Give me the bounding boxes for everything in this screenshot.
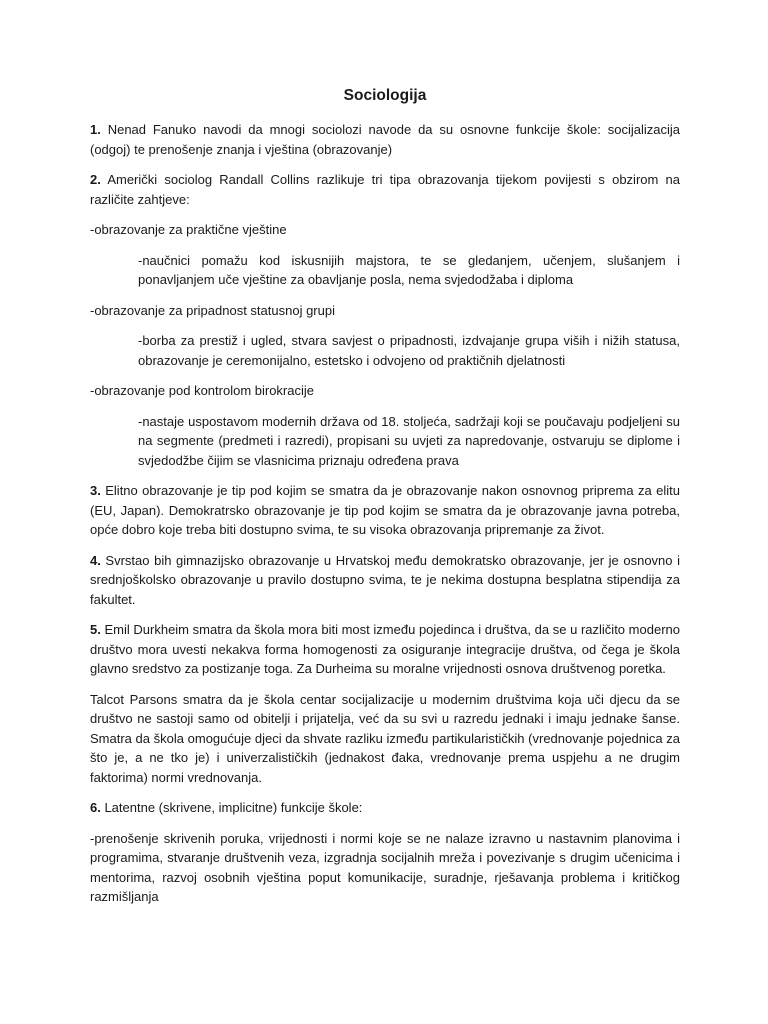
paragraph-text: Američki sociolog Randall Collins razlikuje tri tipa obrazovanja tijekom povijesti s obzirom na različite zahtjeve: [90, 172, 680, 207]
paragraph-5 [90, 620, 680, 679]
paragraph-text: Elitno obrazovanje je tip pod kojim se smatra da je obrazovanje nakon osnovnog priprema za elitu (EU, Japan). Demokratrsko obrazovanje je tip pod kojim se smatra da je obrazovanje javna potreba, opće dobro koje treba biti dostupno svima, te su visoka obrazovanja pripremanje za život. [90, 483, 680, 537]
paragraph-text: Latentne (skrivene, implicitne) funkcije škole: [100, 800, 363, 815]
paragraph-text: Nenad Fanuko navodi da mnogi sociolozi navode da su osnovne funkcije škole: socijalizacija (odgoj) te prenošenje znanja i vještina (obrazovanje) [90, 122, 680, 157]
paragraph-2 [90, 170, 680, 209]
paragraph-4 [90, 551, 680, 610]
item-number: 1. [90, 122, 101, 137]
paragraph-text: Svrstao bih gimnazijsko obrazovanje u Hrvatskoj među demokratsko obrazovanje, jer je osnovno i srednjoškolsko obrazovanje u pravilo dostupno svima, te je nekima dostupna besplatna stipendija za fakultet. [90, 552, 680, 607]
type-heading-practical: -obrazovanje za praktične vještine [90, 222, 287, 237]
type-description-status: -borba za prestiž i ugled, stvara savjest o pripadnosti, izdvajanje grupa viših i nižih statusa, obrazovanje je ceremonijalno, estetsko i odvojeno od praktičnih djelatnosti [138, 333, 680, 368]
paragraph-parsons: Talcot Parsons smatra da je škola centar socijalizacije u modernim društvima koja uči djecu da se društvo ne sastoji samo od obitelji i prijatelja, već da su svi u razredu jednaki i imaju jednake šanse. Smatra da škola omogućuje djeci da shvate razliku između partikularističkih (vrednovanje pojednica za što je, a ne tko je) i univerzalističkih (jednakost đaka, vrednovanje prema uspjehu a ne drugim faktorima) normi vrednovanja. [90, 691, 680, 785]
item-number: 4. [90, 552, 101, 568]
type-description-bureaucracy: -nastaje uspostavom modernih država od 18. stoljeća, sadržaji koji se poučavaju podjeljeni su na segmente (predmeti i razredi), propisani su uvjeti za napredovanje, ostvaruju se diplome i svjedodžbe čijim se vlasnicima priznaju određena prava [138, 413, 680, 468]
paragraph-3 [90, 481, 680, 540]
item-number: 2. [90, 172, 101, 187]
item-number: 3. [90, 483, 101, 498]
paragraph-1 [90, 120, 680, 159]
item-number: 6. [90, 800, 101, 815]
paragraph-text: Emil Durkheim smatra da škola mora biti most između pojedinca i društva, da se u različito moderno društvo mora uvesti nekakva forma homogenosti za osiguranje integracije društva, od čega je škola glavno sredstvo za postizanje toga. Za Durheima su moralne vrijednosti osnova društvenog poretka. [90, 622, 680, 676]
type-description-practical: -naučnici pomažu kod iskusnijih majstora, te se gledanjem, učenjem, slušanjem i ponavljanjem uče vještine za obavljanje posla, nema svjedodžaba i diploma [138, 252, 680, 287]
type-heading-bureaucracy: -obrazovanje pod kontrolom birokracije [90, 383, 315, 398]
item-number: 5. [90, 622, 101, 637]
type-heading-status: -obrazovanje za pripadnost statusnoj grupi [90, 302, 335, 318]
paragraph-6 [90, 798, 680, 818]
paragraph-latent-functions: -prenošenje skrivenih poruka, vrijednosti i normi koje se ne nalaze izravno u nastavnim planovima i programima, stvaranje društvenih veza, izgradnja socijalnih mreža i povezivanje s drugim učenicima i mentorima, razvoj osobnih vještina poput komunikacije, suradnje, rješavanja problema i kritičkog razmišljanja [90, 830, 680, 904]
page-title: Sociologija [343, 87, 427, 104]
